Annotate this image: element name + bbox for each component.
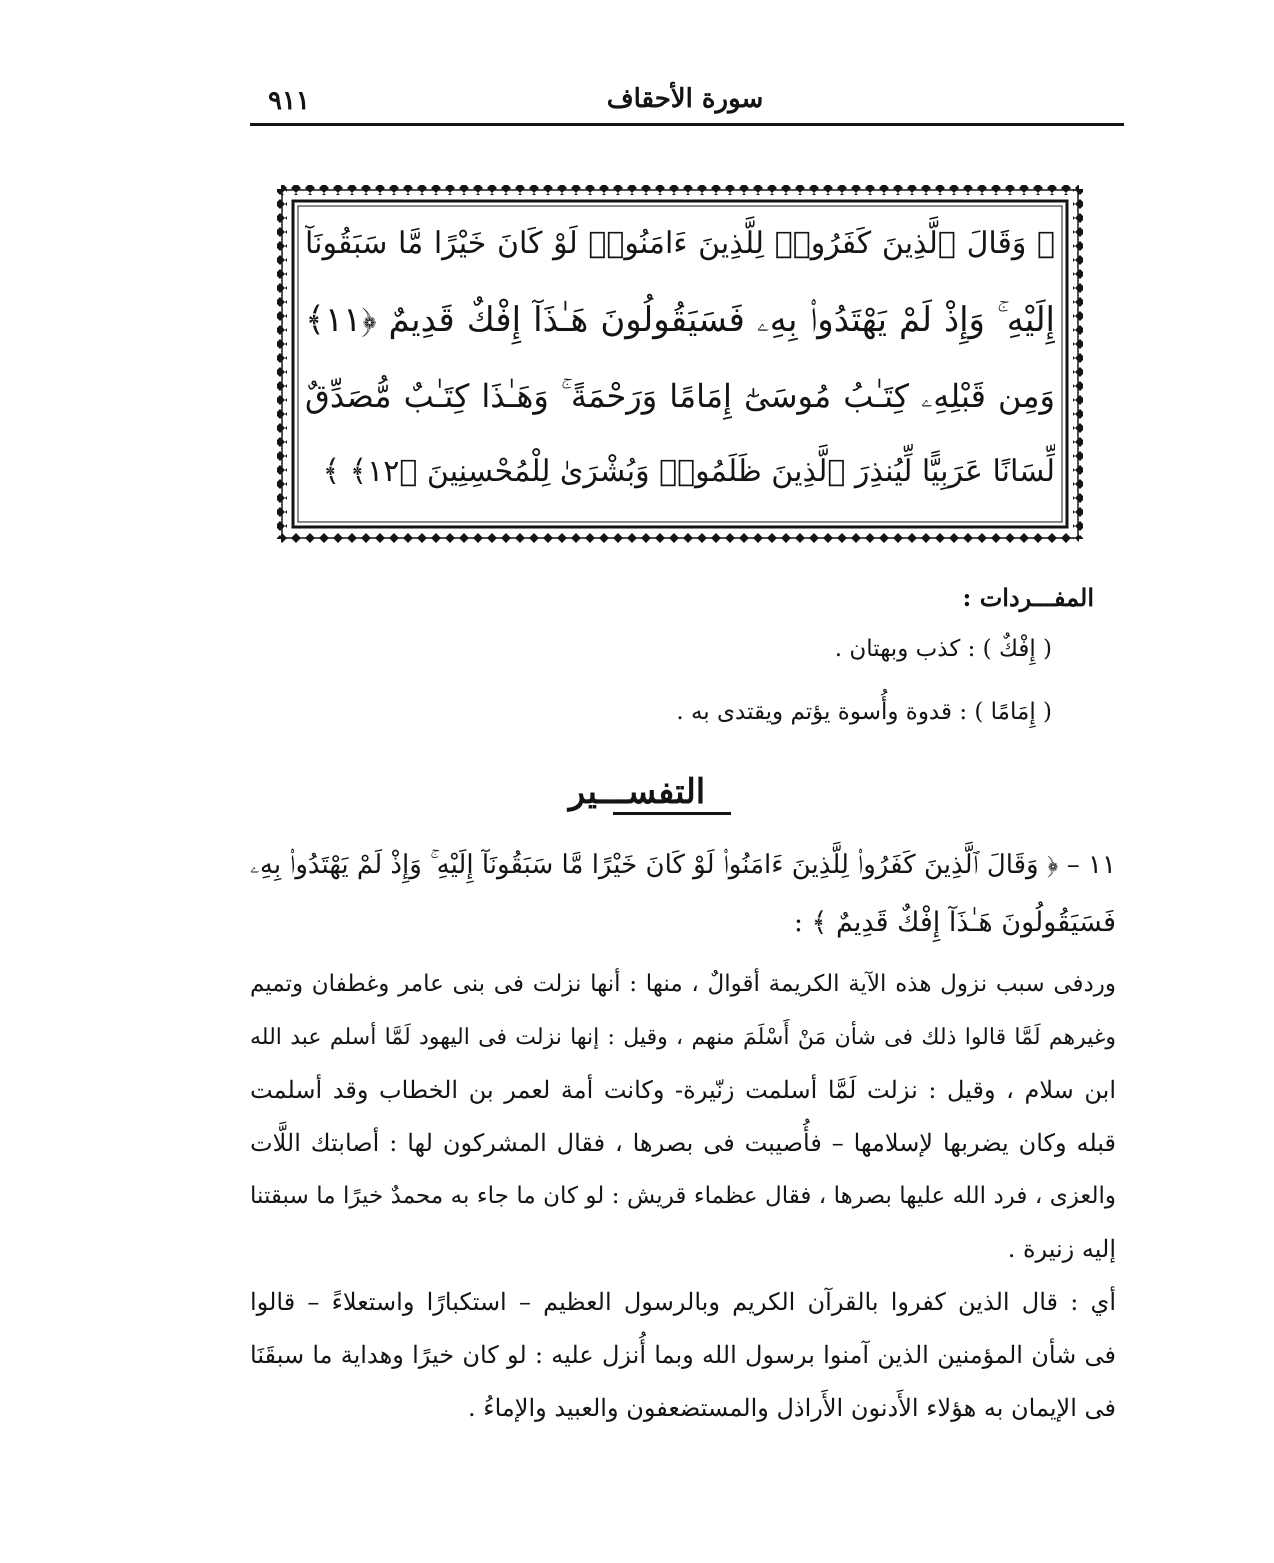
page-header <box>250 80 1120 120</box>
page-number: ٩١١ <box>268 86 310 116</box>
paragraph-line: ابن سلام ، وقيل : نزلت لَمَّا أسلمت زنّيرة- وكانت أمة لعمر بن الخطاب وقد أسلمت <box>250 1076 1116 1104</box>
verse-text <box>305 213 1055 518</box>
paragraph-line: وغيرهم لَمَّا قالوا ذلك فى شأن مَنْ أَسْلَمَ منهم ، وقيل : إنها نزلت فى اليهود لَمَّا أسلم عبد الله <box>250 1025 1116 1050</box>
paragraph-line: فى الإيمان به هؤلاء الأَدنون الأَراذل والمستضعفون والعبيد والإماءُ . <box>468 1394 1116 1422</box>
paragraph-line: والعزى ، فرد الله عليها بصرها ، فقال عظماء قريش : لو كان ما جاء به محمدٌ خيرًا ما سبقتنا <box>250 1183 1116 1209</box>
tafsir-heading: التفســـير <box>568 772 706 812</box>
verse-line: وَمِن قَبْلِهِۦ كِتَـٰبُ مُوسَىٰٓ إِمَامًا وَرَحْمَةً ۚ وَهَـٰذَا كِتَـٰبٌ مُّصَدِّقٌ <box>305 377 1055 415</box>
paragraph-line: قبله وكان يضربها لإسلامها – فأُصيبت فى بصرها ، فقال المشركون لها : أصابتك اللَّات <box>250 1129 1116 1157</box>
paragraph-revelation-cause <box>250 958 1116 1276</box>
vocabulary-item: ( إِمَامًا ) : قدوة وأُسوة يؤتم ويقتدى به . <box>676 699 1052 725</box>
verse-line: لِّسَانًا عَرَبِيًّا لِّيُنذِرَ ٱلَّذِينَ ظَلَمُوا۟ وَبُشْرَىٰ لِلْمُحْسِنِينَ ﴿١٢﴾ ﴾ <box>322 454 1055 489</box>
paragraph-line: أي : قال الذين كفروا بالقرآن الكريم وبالرسول العظيم – استكبارًا واستعلاءً – قالوا <box>250 1288 1116 1316</box>
quoted-verse-line: فَسَيَقُولُونَ هَـٰذَآ إِفْكٌ قَدِيمٌ ﴾ : <box>793 907 1116 938</box>
vocabulary-item: ( إِفْكٌ ) : كذب وبهتان . <box>834 636 1052 662</box>
quoted-verse <box>250 836 1116 952</box>
paragraph-line: وردفى سبب نزول هذه الآية الكريمة أقوالٌ ، منها : أنها نزلت فى بنى عامر وغطفان وتميم <box>250 971 1116 997</box>
heading-underline <box>613 812 731 815</box>
surah-title: سورة الأحقاف <box>606 84 764 114</box>
verse-line: ﴿ وَقَالَ ٱلَّذِينَ كَفَرُوا۟ لِلَّذِينَ ءَامَنُوا۟ لَوْ كَانَ خَيْرًا مَّا سَبَقُونَآ <box>305 226 1055 261</box>
paragraph-explanation <box>250 1276 1116 1435</box>
quoted-verse-line: ١١ – ﴿ وَقَالَ ٱلَّذِينَ كَفَرُوا۟ لِلَّذِينَ ءَامَنُوا۟ لَوْ كَانَ خَيْرًا مَّا سَبَقُونَآ إِلَيْهِ ۚ وَإِذْ لَمْ يَهْتَدُوا۟ بِهِۦ <box>250 850 1116 880</box>
header-rule <box>250 123 1124 126</box>
verse-frame <box>275 183 1085 545</box>
paragraph-line: فى شأن المؤمنين الذين آمنوا برسول الله وبما أُنزل عليه : لو كان خيرًا وهداية ما سبقَنَا <box>250 1341 1116 1369</box>
verse-line: إِلَيْهِ ۚ وَإِذْ لَمْ يَهْتَدُوا۟ بِهِۦ فَسَيَقُولُونَ هَـٰذَآ إِفْكٌ قَدِيمٌ ﴿١١﴾ <box>305 300 1055 340</box>
vocabulary-title: المفـــردات : <box>962 583 1094 612</box>
paragraph-line: إليه زنيرة . <box>1007 1235 1116 1263</box>
